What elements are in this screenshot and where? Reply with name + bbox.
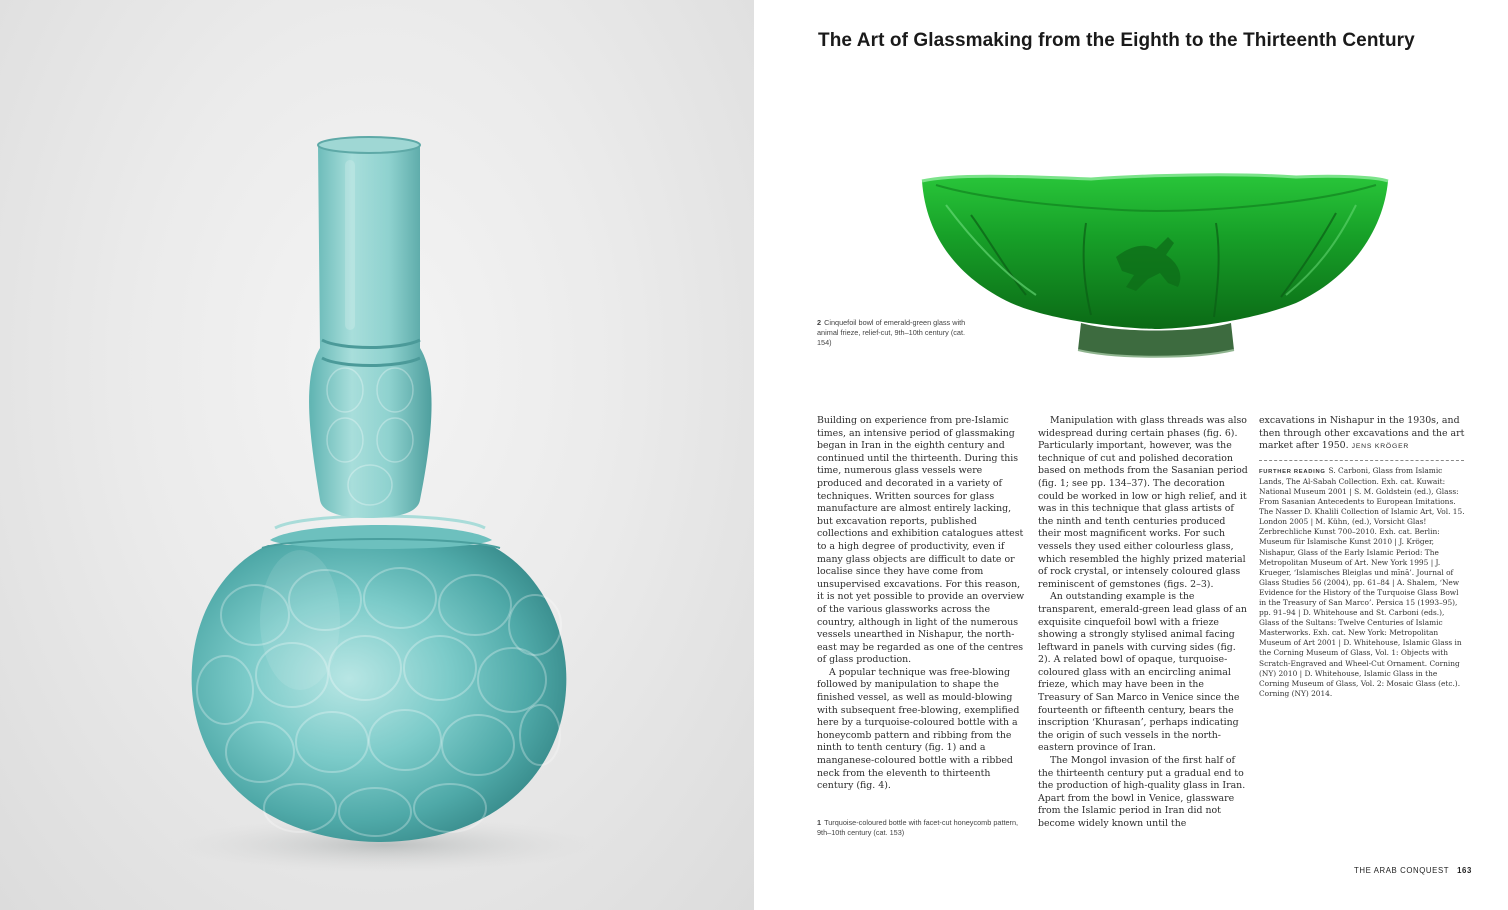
col2-paragraph-2: An outstanding example is the transparent, emerald-green lead glass of an exquisite cinquefoil bowl with a frieze showing a strongly stylised animal facing leftward in panels with curving sides (fig. 2). A related bowl of opaque, turquoise-coloured glass with an encircling animal frieze, which may have been in the Treasury of San Marco in Venice since the fourteenth or fifteenth century, bears the inscription ‘Khurasan’, perhaps indicating the origin of such vessels in the north-eastern province of Iran. <box>1038 591 1247 754</box>
dashed-divider <box>1259 460 1464 461</box>
author-signature: JENS KRÖGER <box>1351 443 1410 451</box>
col1-paragraph-1: Building on experience from pre-Islamic times, an intensive period of glassmaking began in Iran in the eighth century and continued until the thirteenth. During this time, numerous glass vessels were produced and decorated in a variety of techniques. Written sources for glass manufacture are almost entirely lacking, but excavation reports, published collections and exhibition catalogues attest to a high degree of productivity, even if many glass objects are difficult to date or localise since they have come from unsupervised excavations. For this reason, it is not yet possible to provide an overview of the various glassworks across the country, although in light of the numerous vessels unearthed in Nishapur, the north-east may be regarded as one of the centres of glass production. <box>817 415 1025 666</box>
col2-paragraph-1: Manipulation with glass threads was also widespread during certain phases (fig. 6). Particularly important, however, was the technique of cut and polished decoration based on methods from the Sasanian period (fig. 1; see pp. 134–37). The decoration could be worked in low or high relief, and it was in this technique that glass artists of the ninth and tenth centuries produced their most magnificent works. For such vessels they used either colourless glass, which resembled the highly prized material of rock crystal, or intensely coloured glass reminiscent of gemstones (figs. 2–3). <box>1038 415 1248 590</box>
emerald-bowl-image <box>916 145 1394 373</box>
page-footer <box>1354 866 1472 875</box>
page-number: 163 <box>1457 866 1472 875</box>
figure-1-caption-text: Turquoise-coloured bottle with facet-cut honeycomb pattern, 9th–10th century (cat. 153) <box>817 818 1019 837</box>
figure-1-number: 1 <box>817 818 822 827</box>
figure-2-caption-text: Cinquefoil bowl of emerald-green glass with animal frieze, relief-cut, 9th–10th century (cat. 154) <box>817 318 966 347</box>
text-column-1 <box>817 415 1027 793</box>
col2-paragraph-3: The Mongol invasion of the first half of the thirteenth century put a gradual end to the production of high-quality glass in Iran. Apart from the bowl in Venice, glassware from the Islamic period in Iran did not become widely known until the <box>1038 755 1246 829</box>
col1-paragraph-2: A popular technique was free-blowing followed by manipulation to shape the finished vessel, as well as mould-blowing with subsequent free-blowing, exemplified here by a turquoise-coloured bottle with a honeycomb pattern and ribbing from the ninth to tenth century (fig. 1) and a manganese-coloured bottle with a ribbed neck from the eleventh to thirteenth century (fig. 4). <box>817 666 1020 792</box>
col3-paragraph-1-text: excavations in Nishapur in the 1930s, and then through other excavations and the art market after 1950. <box>1259 415 1465 452</box>
text-column-2 <box>1038 415 1249 831</box>
text-column-3 <box>1259 415 1470 699</box>
figure-1-caption <box>817 818 1022 838</box>
figure-2-number: 2 <box>817 318 822 327</box>
col3-paragraph-1 <box>1259 415 1470 454</box>
further-reading-label: FURTHER READING <box>1259 468 1326 475</box>
page-title: The Art of Glassmaking from the Eighth to the Thirteenth Century <box>818 30 1415 51</box>
figure-2-caption <box>817 318 967 348</box>
further-reading-text: S. Carboni, Glass from Islamic Lands, The Al-Sabah Collection. Exh. cat. Kuwait: National Museum 2001 | S. M. Goldstein (ed.), Glass: From Sasanian Antecedents to European Imitations. The Nasser D. Khalili Collection of Islamic Art, Vol. 15. London 2005 | M. Kühn, (ed.), Vorsicht Glas! Zerbrechliche Kunst 700–2010. Exh. cat. Berlin: Museum für Islamische Kunst 2010 | J. Kröger, Nishapur, Glass of the Early Islamic Period: The Metropolitan Museum of Art. New York 1995 | J. Krueger, ‘Islamisches Bleiglas und mīnā’. Journal of Glass Studies 56 (2004), pp. 61–84 | A. Shalem, ‘New Evidence for the History of the Turquoise Glass Bowl in the Treasury of San Marco’. Persica 15 (1993–95), pp. 91–94 | D. Whitehouse and St. Carboni (eds.), Glass of the Sultans: Twelve Centuries of Islamic Masterworks. Exh. cat. New York: Metropolitan Museum of Art 2001 | D. Whitehouse, Islamic Glass in the Corning Museum of Glass, Vol. 1: Objects with Scratch-Engraved and Wheel-Cut Ornament. Corning (NY) 2010 | D. Whitehouse, Islamic Glass in the Corning Museum of Glass, Vol. 2: Mosaic Glass (etc.). Corning (NY) 2014. <box>1259 465 1465 698</box>
running-section-title: THE ARAB CONQUEST <box>1354 866 1450 875</box>
right-page <box>754 0 1508 910</box>
further-reading <box>1259 466 1465 699</box>
